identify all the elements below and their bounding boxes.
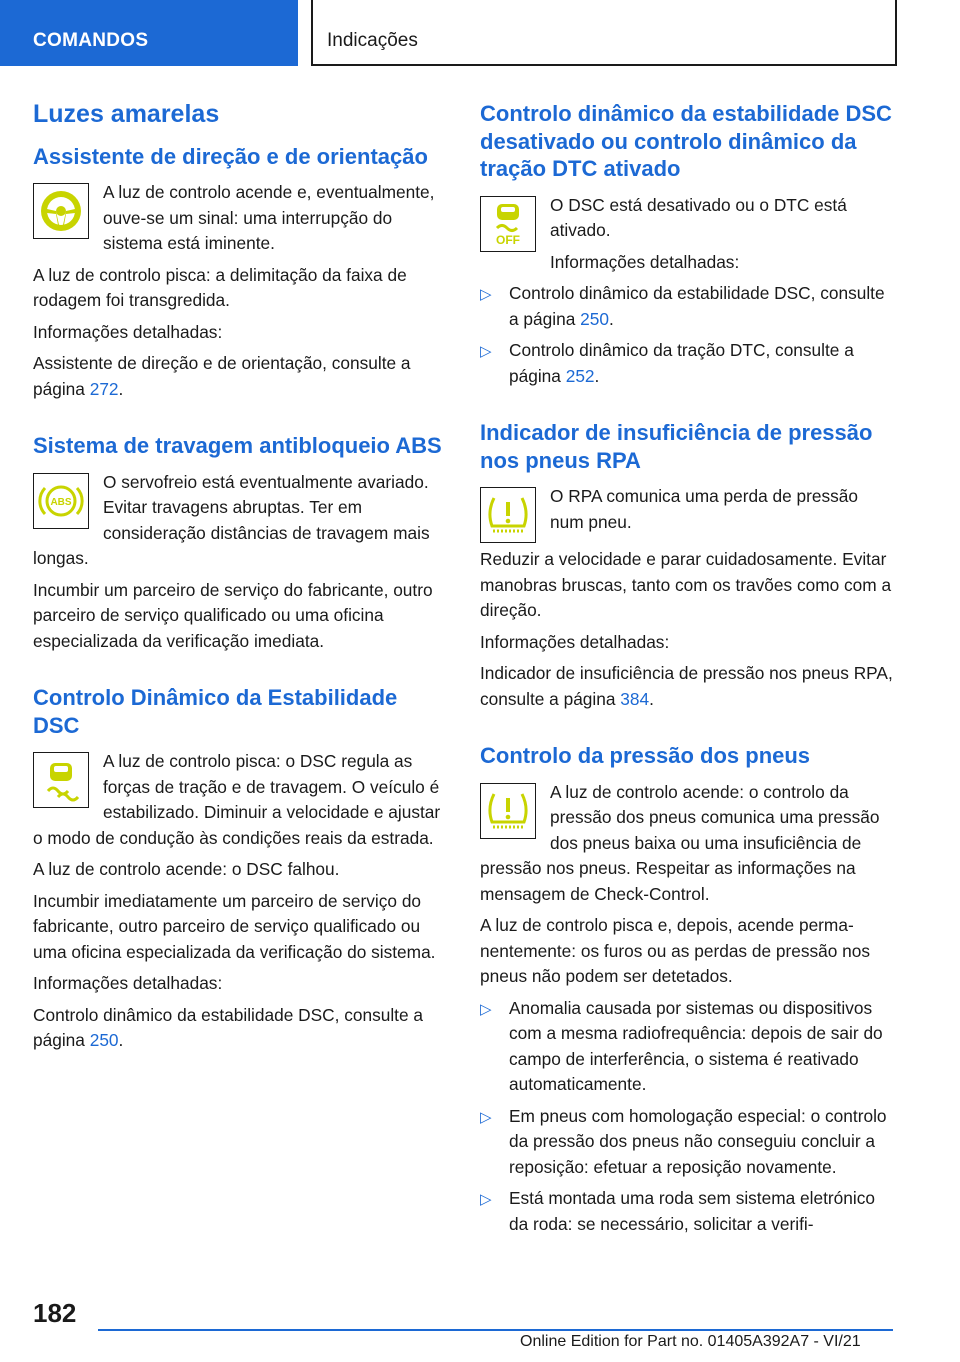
- rpa-reference: Indicador de insuficiência de pressão nos pneus RPA, consulte a página 384.: [480, 663, 893, 709]
- lane-assistant-block: [33, 180, 448, 263]
- dsc-skid-icon: [33, 752, 89, 808]
- page-link-272[interactable]: 272: [89, 378, 119, 399]
- page-link-384[interactable]: 384: [620, 688, 650, 709]
- dsc-text-1: A luz de controlo pisca: o DSC regula as forças de tração e de travagem. O veículo é estabilizado. Diminuir a velocidade e ajustar o modo de condução às condições reais da estrada.: [33, 751, 441, 848]
- tire-pressure-warning-icon: [480, 487, 536, 543]
- heading-dsc-off: Controlo dinâmico da estabilidade DSC desativado ou controlo dinâmico da tração DTC ativado: [480, 101, 892, 181]
- abs-text-1: O servofreio está eventualmente avariado. Evitar travagens abruptas. Ter em consideração distâncias de travagem mais longas.: [33, 471, 430, 569]
- list-item: ▷ Controlo dinâmico da tração DTC, consulte a página 252.: [480, 340, 854, 386]
- dsc-off-icon: [480, 196, 536, 252]
- list-item: ▷ Anomalia causada por sistemas ou dispositivos com a mesma radiofrequência: depois de sair do campo de interferência, o sistema é reativado automaticamente.: [480, 997, 883, 1094]
- right-column: [480, 100, 895, 1243]
- abs-text-2: Incumbir um parceiro de serviço do fabricante, outro parceiro de serviço qualificado ou uma oficina especializada da verificação imediata.: [33, 579, 433, 651]
- dsc-info-label: Informações detalhadas:: [33, 973, 223, 994]
- page-number: 182: [33, 1298, 77, 1328]
- dsc-block: [33, 749, 448, 857]
- heading-rpa: Indicador de insuficiência de pressão nos pneus RPA: [480, 420, 873, 473]
- list-item: ▷ Controlo dinâmico da estabilidade DSC, consulte a página 250.: [480, 283, 885, 329]
- tpm-text-1: A luz de controlo acende: o controlo da pressão dos pneus comunica uma pressão dos pneus baixa ou uma insuficiência de pressão nos pneus. Respeitar as informações na mensagem de Check-Control.: [480, 781, 880, 904]
- left-column: [33, 100, 448, 1060]
- dsc-off-text-1: O DSC está desativado ou o DTC está ativado.: [550, 194, 847, 240]
- triangle-bullet-icon: ▷: [480, 1191, 492, 1208]
- steering-wheel-icon: [33, 183, 89, 239]
- page-link-250[interactable]: 250: [89, 1030, 119, 1051]
- abs-warning-icon: [33, 473, 89, 529]
- chapter-header: [311, 0, 897, 66]
- tpm-text-2: A luz de controlo pisca e, depois, acende permanentemente: os furos ou as perdas de pressão nos pneus não podem ser detetados.: [480, 915, 871, 986]
- dsc-text-2: A luz de controlo acende: o DSC falhou.: [33, 859, 340, 880]
- page-link-250[interactable]: 250: [580, 308, 609, 329]
- abs-block: [33, 470, 448, 578]
- tire-pressure-warning-icon: [480, 783, 536, 839]
- heading-abs: Sistema de travagem antibloqueio ABS: [33, 433, 442, 459]
- heading-lane-assistant: Assistente de direção e de orientação: [33, 143, 428, 169]
- rpa-info-label: Informações detalhadas:: [480, 631, 670, 652]
- dsc-off-reference-list: [480, 281, 895, 389]
- footer-edition: Online Edition for Part no. 01405A392A7 - VI/21: [520, 1333, 861, 1350]
- footer-divider: [98, 1329, 893, 1331]
- rpa-text-2: Reduzir a velocidade e parar cuidadosamente. Evitar manobras bruscas, tanto com os travões como com a direção.: [480, 549, 892, 620]
- list-item: ▷ Em pneus com homologação especial: o controlo da pressão dos pneus não conseguiu concluir a reposição: efetuar a reposição novamente.: [480, 1105, 887, 1177]
- triangle-bullet-icon: ▷: [480, 1108, 492, 1126]
- page-link-252[interactable]: 252: [565, 365, 595, 386]
- triangle-bullet-icon: ▷: [480, 343, 492, 360]
- tpm-block: [480, 780, 895, 914]
- lane-assistant-reference: Assistente de direção e de orientação, consulte a página 272.: [33, 353, 411, 399]
- triangle-bullet-icon: ▷: [480, 1000, 492, 1018]
- lane-assistant-info-label: Informações detalhadas:: [33, 321, 223, 342]
- off-icon-label: OFF: [496, 232, 520, 247]
- rpa-block: [480, 484, 895, 547]
- abs-icon-label: ABS: [50, 496, 72, 508]
- list-item: ▷ Está montada uma roda sem sistema eletrónico da roda: se necessário, solicitar a verifi-: [480, 1188, 875, 1234]
- lane-assistant-text-2: A luz de controlo pisca: a delimitação da faixa de rodagem foi transgredida.: [33, 264, 407, 311]
- section-label: COMANDOS: [33, 30, 149, 51]
- dsc-text-3: Incumbir imediatamente um parceiro de serviço do fabricante, outro parceiro de serviço qualificado ou uma oficina especializada da verificação do sistema.: [33, 890, 436, 962]
- triangle-bullet-icon: ▷: [480, 286, 492, 303]
- heading-tpm: Controlo da pressão dos pneus: [480, 743, 811, 768]
- dsc-reference: Controlo dinâmico da estabilidade DSC, consulte a página 250.: [33, 1004, 424, 1051]
- tpm-list: [480, 996, 895, 1238]
- lane-assistant-text-1: A luz de controlo acende e, eventualmente, ouve-se um sinal: uma interrupção do sistema está iminente.: [103, 182, 435, 254]
- dsc-off-block: [480, 193, 895, 282]
- heading-dsc: Controlo Dinâmico da Estabilidade DSC: [33, 685, 398, 738]
- page-title: Luzes amarelas: [33, 100, 220, 128]
- chapter-label: Indicações: [327, 30, 418, 51]
- section-tab[interactable]: [0, 0, 298, 66]
- rpa-text-1: O RPA comunica uma perda de pressão num pneu.: [550, 486, 859, 532]
- dsc-off-info-label: Informações detalhadas:: [550, 251, 740, 272]
